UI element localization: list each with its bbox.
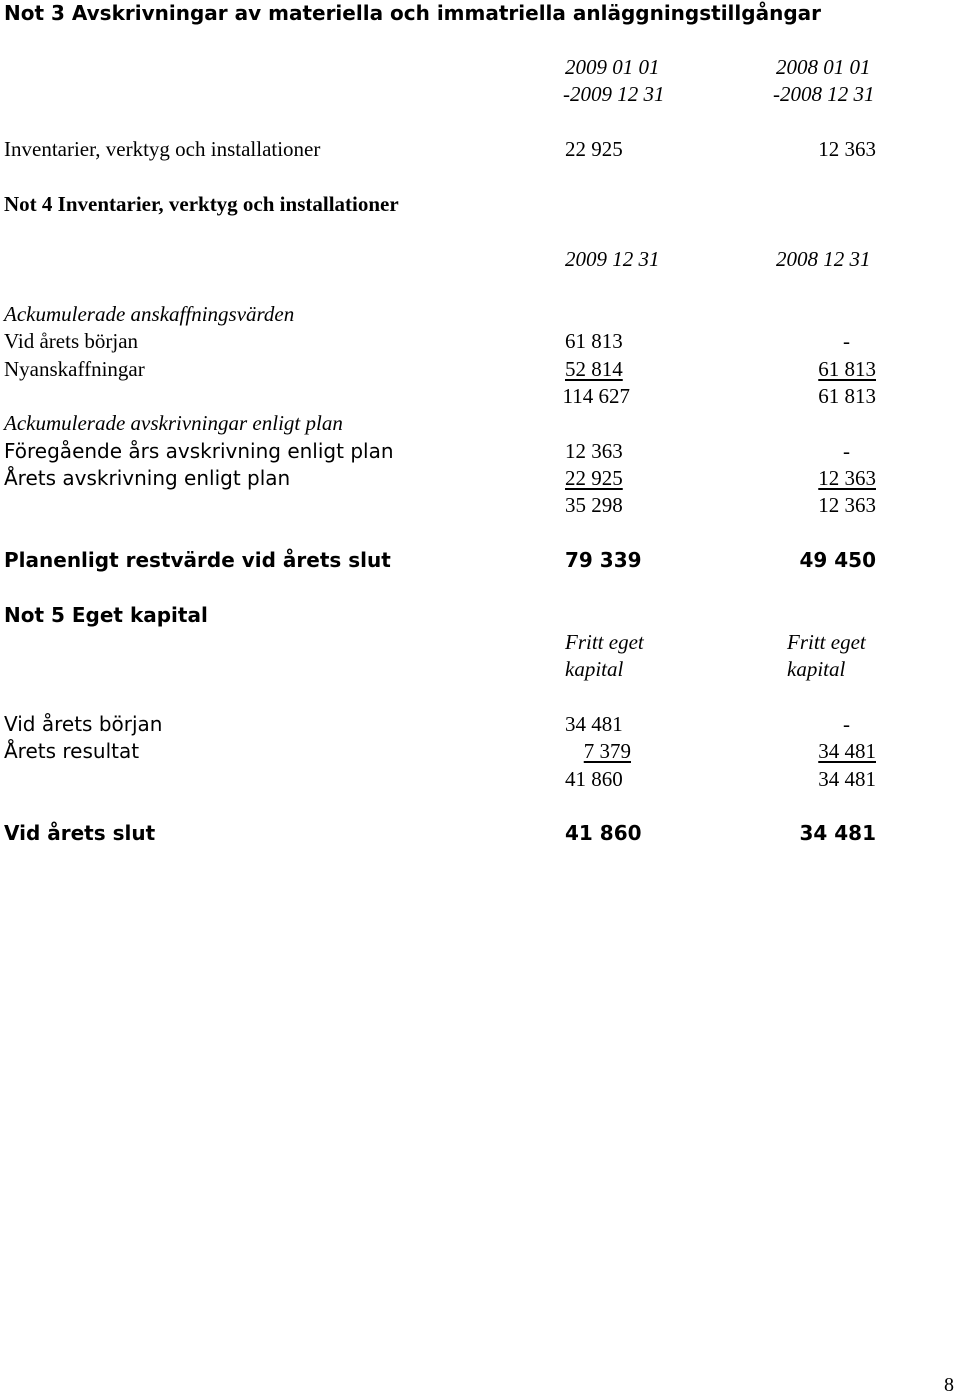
note4-s1-row1-label: Vid årets början bbox=[4, 329, 139, 353]
note3-period-col1-line1: 2009 01 01 bbox=[565, 55, 660, 79]
note5-row1-col1: 34 481 bbox=[565, 712, 623, 736]
note4-col1-header: 2009 12 31 bbox=[565, 247, 660, 271]
note4-title: Not 4 Inventarier, verktyg och installationer bbox=[4, 192, 399, 216]
note5-total-col1: 41 860 bbox=[565, 767, 623, 791]
note5-col1-header-line2: kapital bbox=[565, 657, 624, 681]
note4-s1-row2-col1: 52 814 bbox=[565, 357, 623, 381]
note5-row1-label: Vid årets början bbox=[4, 712, 163, 736]
note4-result-label: Planenligt restvärde vid årets slut bbox=[4, 548, 391, 572]
note4-s2-row2-label: Årets avskrivning enligt plan bbox=[4, 466, 291, 490]
note4-s1-row1-col1: 61 813 bbox=[565, 329, 623, 353]
note5-title: Not 5 Eget kapital bbox=[4, 603, 208, 627]
note3-row-label: Inventarier, verktyg och installationer bbox=[4, 137, 321, 161]
note3-period-col2-line2: -2008 12 31 bbox=[773, 82, 875, 106]
note5-row2-col1: 7 379 bbox=[583, 739, 631, 763]
note5-result-col1: 41 860 bbox=[565, 821, 642, 845]
note4-s2-row2-col2: 12 363 bbox=[818, 466, 876, 490]
note4-result-col2: 49 450 bbox=[799, 548, 876, 572]
note5-total-col2: 34 481 bbox=[818, 767, 876, 791]
note5-row1-col2: - bbox=[843, 712, 850, 736]
note4-s2-row1-col2: - bbox=[843, 439, 850, 463]
note4-s2-row2-col1: 22 925 bbox=[565, 466, 623, 490]
note4-s2-row1-label: Föregående års avskrivning enligt plan bbox=[4, 439, 394, 463]
note4-s2-total-col1: 35 298 bbox=[565, 493, 623, 517]
note4-result-col1: 79 339 bbox=[565, 548, 642, 572]
note5-result-col2: 34 481 bbox=[799, 821, 876, 845]
note3-row-col2: 12 363 bbox=[818, 137, 876, 161]
note4-s1-total-col1: 114 627 bbox=[562, 384, 630, 408]
note3-row-col1: 22 925 bbox=[565, 137, 623, 161]
note3-period-col1-line2: -2009 12 31 bbox=[563, 82, 665, 106]
note4-s1-row2-col2: 61 813 bbox=[818, 357, 876, 381]
note4-s2-row1-col1: 12 363 bbox=[565, 439, 623, 463]
note4-section1-title: Ackumulerade anskaffningsvärden bbox=[4, 302, 295, 326]
note5-row2-label: Årets resultat bbox=[4, 739, 140, 763]
note4-s2-total-col2: 12 363 bbox=[818, 493, 876, 517]
note4-s1-total-col2: 61 813 bbox=[818, 384, 876, 408]
note4-section2-title: Ackumulerade avskrivningar enligt plan bbox=[4, 411, 343, 435]
note4-s1-row2-label: Nyanskaffningar bbox=[4, 357, 145, 381]
note3-title: Not 3 Avskrivningar av materiella och immatriella anläggningstillgångar bbox=[4, 1, 821, 25]
page-number: 8 bbox=[944, 1374, 954, 1396]
note5-col1-header-line1: Fritt eget bbox=[565, 630, 644, 654]
note4-col2-header: 2008 12 31 bbox=[776, 247, 871, 271]
note5-result-label: Vid årets slut bbox=[4, 821, 156, 845]
note5-col2-header-line2: kapital bbox=[787, 657, 846, 681]
note3-period-col2-line1: 2008 01 01 bbox=[776, 55, 871, 79]
note5-row2-col2: 34 481 bbox=[818, 739, 876, 763]
note4-s1-row1-col2: - bbox=[843, 329, 850, 353]
note5-col2-header-line1: Fritt eget bbox=[787, 630, 866, 654]
